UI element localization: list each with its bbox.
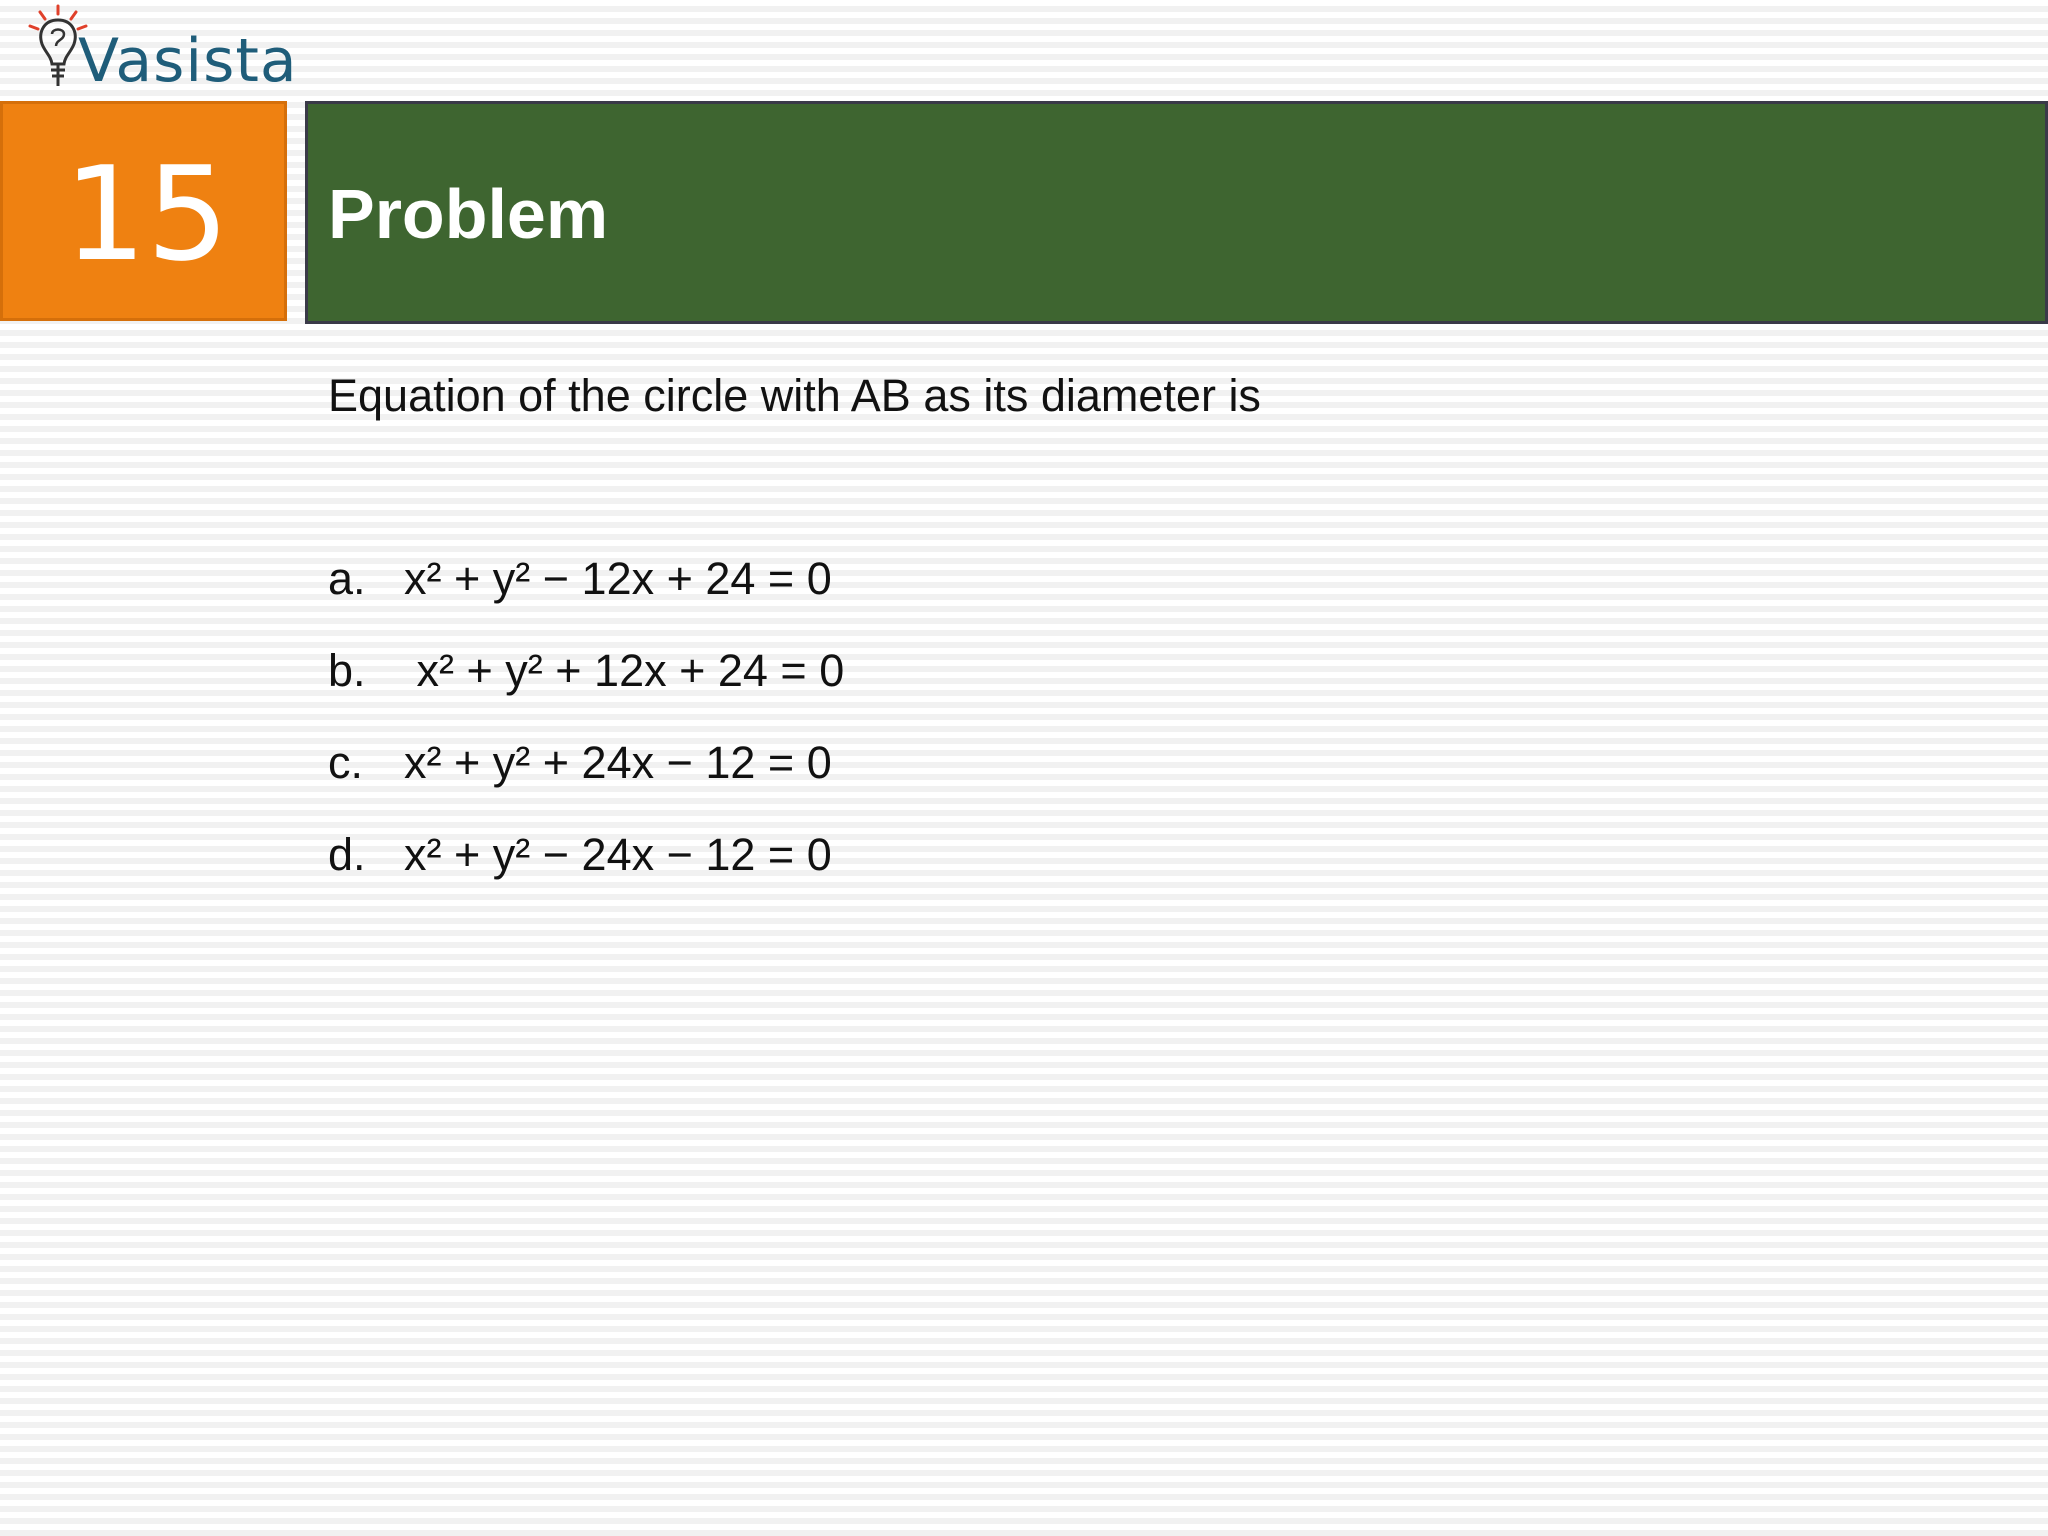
option-equation: x² + y² + 12x + 24 = 0 xyxy=(404,645,845,696)
option-d xyxy=(328,827,844,919)
vasista-logo xyxy=(18,0,298,100)
slide-number: 15 xyxy=(63,138,230,290)
slide-title: Problem xyxy=(328,175,609,253)
logo-wordmark: Vasista xyxy=(78,26,298,96)
slide-number-box xyxy=(0,101,287,321)
option-b xyxy=(328,643,844,735)
answer-options xyxy=(328,551,844,919)
option-letter: b. xyxy=(328,645,366,696)
option-letter: c. xyxy=(328,737,364,788)
option-equation: x² + y² + 24x − 12 = 0 xyxy=(404,737,832,788)
option-c xyxy=(328,735,844,827)
question-text: Equation of the circle with AB as its diameter is xyxy=(328,370,1261,421)
option-letter: a. xyxy=(328,553,366,604)
option-a xyxy=(328,551,844,643)
option-letter: d. xyxy=(328,829,366,880)
option-equation: x² + y² − 12x + 24 = 0 xyxy=(404,553,832,604)
option-equation: x² + y² − 24x − 12 = 0 xyxy=(404,829,832,880)
